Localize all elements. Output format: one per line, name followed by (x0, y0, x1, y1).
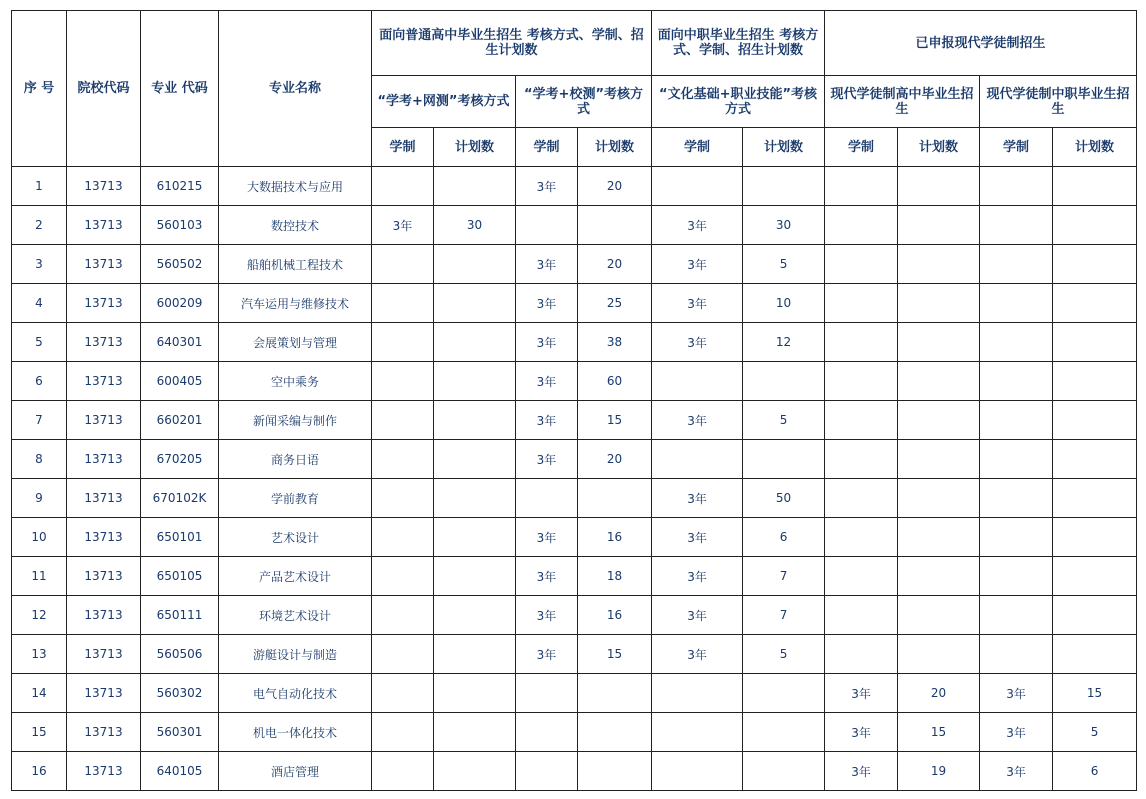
online-xuezhi-cell (372, 596, 434, 635)
school-jihua-cell: 25 (578, 284, 652, 323)
apprentice-voc-xuezhi-cell (980, 479, 1053, 518)
online-jihua-cell (434, 752, 516, 791)
online-jihua-cell (434, 167, 516, 206)
online-xuezhi-cell (372, 674, 434, 713)
major-name-cell: 空中乘务 (219, 362, 372, 401)
apprentice-voc-xuezhi-cell (980, 440, 1053, 479)
online-jihua-cell (434, 323, 516, 362)
apprentice-high-xuezhi-cell (825, 440, 898, 479)
school-xuezhi-cell: 3年 (516, 518, 578, 557)
apprentice-high-jihua-cell (898, 362, 980, 401)
apprentice-voc-xuezhi-cell (980, 362, 1053, 401)
seq-cell: 5 (12, 323, 67, 362)
skill-jihua-cell: 30 (743, 206, 825, 245)
table-row (12, 362, 1137, 401)
apprentice-voc-jihua-cell: 15 (1053, 674, 1137, 713)
header-xuezhi: 学制 (980, 128, 1053, 167)
school-code-cell: 13713 (67, 323, 141, 362)
header-seq: 序 号 (12, 11, 67, 167)
seq-cell: 14 (12, 674, 67, 713)
seq-cell: 11 (12, 557, 67, 596)
apprentice-high-jihua-cell (898, 284, 980, 323)
school-xuezhi-cell: 3年 (516, 440, 578, 479)
school-xuezhi-cell: 3年 (516, 245, 578, 284)
apprentice-voc-xuezhi-cell: 3年 (980, 674, 1053, 713)
major-name-cell: 大数据技术与应用 (219, 167, 372, 206)
skill-jihua-cell: 50 (743, 479, 825, 518)
skill-xuezhi-cell: 3年 (652, 557, 743, 596)
seq-cell: 13 (12, 635, 67, 674)
major-code-cell: 600209 (141, 284, 219, 323)
seq-cell: 16 (12, 752, 67, 791)
online-jihua-cell (434, 284, 516, 323)
apprentice-high-xuezhi-cell (825, 596, 898, 635)
seq-cell: 12 (12, 596, 67, 635)
major-code-cell: 560506 (141, 635, 219, 674)
apprentice-high-jihua-cell: 20 (898, 674, 980, 713)
major-code-cell: 560301 (141, 713, 219, 752)
school-xuezhi-cell: 3年 (516, 284, 578, 323)
skill-jihua-cell: 5 (743, 401, 825, 440)
school-jihua-cell: 60 (578, 362, 652, 401)
apprentice-high-jihua-cell (898, 167, 980, 206)
major-name-cell: 电气自动化技术 (219, 674, 372, 713)
major-code-cell: 560302 (141, 674, 219, 713)
major-code-cell: 650111 (141, 596, 219, 635)
apprentice-voc-jihua-cell: 6 (1053, 752, 1137, 791)
apprentice-high-jihua-cell (898, 635, 980, 674)
online-xuezhi-cell: 3年 (372, 206, 434, 245)
table-row (12, 674, 1137, 713)
header-jihua: 计划数 (898, 128, 980, 167)
table-row (12, 206, 1137, 245)
seq-cell: 8 (12, 440, 67, 479)
apprentice-high-jihua-cell (898, 479, 980, 518)
online-jihua-cell (434, 401, 516, 440)
major-name-cell: 游艇设计与制造 (219, 635, 372, 674)
apprentice-voc-jihua-cell (1053, 518, 1137, 557)
apprentice-voc-jihua-cell (1053, 284, 1137, 323)
school-xuezhi-cell: 3年 (516, 167, 578, 206)
school-code-cell: 13713 (67, 674, 141, 713)
skill-jihua-cell: 10 (743, 284, 825, 323)
seq-cell: 6 (12, 362, 67, 401)
school-code-cell: 13713 (67, 752, 141, 791)
school-jihua-cell: 16 (578, 596, 652, 635)
school-jihua-cell (578, 752, 652, 791)
online-jihua-cell (434, 635, 516, 674)
school-code-cell: 13713 (67, 401, 141, 440)
skill-xuezhi-cell: 3年 (652, 479, 743, 518)
school-code-cell: 13713 (67, 167, 141, 206)
apprentice-high-xuezhi-cell (825, 635, 898, 674)
header-group-apprenticeship: 已申报现代学徒制招生 (825, 11, 1137, 76)
header-jihua: 计划数 (578, 128, 652, 167)
major-name-cell: 新闻采编与制作 (219, 401, 372, 440)
school-jihua-cell (578, 674, 652, 713)
apprentice-voc-xuezhi-cell (980, 284, 1053, 323)
school-code-cell: 13713 (67, 713, 141, 752)
apprentice-voc-xuezhi-cell (980, 557, 1053, 596)
skill-jihua-cell: 5 (743, 635, 825, 674)
online-xuezhi-cell (372, 752, 434, 791)
major-name-cell: 环境艺术设计 (219, 596, 372, 635)
apprentice-high-xuezhi-cell: 3年 (825, 713, 898, 752)
seq-cell: 9 (12, 479, 67, 518)
online-jihua-cell (434, 362, 516, 401)
school-xuezhi-cell: 3年 (516, 362, 578, 401)
major-name-cell: 机电一体化技术 (219, 713, 372, 752)
online-jihua-cell (434, 674, 516, 713)
skill-xuezhi-cell (652, 752, 743, 791)
school-jihua-cell: 15 (578, 401, 652, 440)
online-xuezhi-cell (372, 167, 434, 206)
skill-xuezhi-cell: 3年 (652, 518, 743, 557)
apprentice-high-jihua-cell (898, 206, 980, 245)
apprentice-voc-xuezhi-cell: 3年 (980, 752, 1053, 791)
header-xuezhi: 学制 (372, 128, 434, 167)
major-code-cell: 660201 (141, 401, 219, 440)
school-code-cell: 13713 (67, 635, 141, 674)
school-code-cell: 13713 (67, 479, 141, 518)
seq-cell: 3 (12, 245, 67, 284)
skill-xuezhi-cell (652, 440, 743, 479)
header-school-code: 院校代码 (67, 11, 141, 167)
apprentice-high-xuezhi-cell (825, 167, 898, 206)
skill-xuezhi-cell: 3年 (652, 596, 743, 635)
skill-xuezhi-cell: 3年 (652, 401, 743, 440)
apprentice-high-xuezhi-cell (825, 245, 898, 284)
school-jihua-cell: 38 (578, 323, 652, 362)
header-group-high-school: 面向普通高中毕业生招生 考核方式、学制、招生计划数 (372, 11, 652, 76)
major-name-cell: 酒店管理 (219, 752, 372, 791)
major-code-cell: 670102K (141, 479, 219, 518)
school-code-cell: 13713 (67, 596, 141, 635)
apprentice-voc-xuezhi-cell (980, 206, 1053, 245)
major-name-cell: 商务日语 (219, 440, 372, 479)
online-jihua-cell (434, 440, 516, 479)
apprentice-high-xuezhi-cell (825, 323, 898, 362)
apprentice-high-xuezhi-cell (825, 518, 898, 557)
header-major-name: 专业名称 (219, 11, 372, 167)
table-row (12, 284, 1137, 323)
major-code-cell: 650105 (141, 557, 219, 596)
apprentice-voc-jihua-cell (1053, 245, 1137, 284)
header-sub-exam-online: “学考+网测”考核方式 (372, 76, 516, 128)
major-name-cell: 会展策划与管理 (219, 323, 372, 362)
major-code-cell: 640301 (141, 323, 219, 362)
major-code-cell: 640105 (141, 752, 219, 791)
major-code-cell: 610215 (141, 167, 219, 206)
apprentice-high-xuezhi-cell (825, 284, 898, 323)
online-jihua-cell (434, 557, 516, 596)
apprentice-voc-jihua-cell (1053, 596, 1137, 635)
online-jihua-cell (434, 479, 516, 518)
major-name-cell: 艺术设计 (219, 518, 372, 557)
table-body (12, 167, 1137, 791)
school-jihua-cell: 16 (578, 518, 652, 557)
skill-jihua-cell (743, 713, 825, 752)
apprentice-high-xuezhi-cell: 3年 (825, 674, 898, 713)
online-xuezhi-cell (372, 401, 434, 440)
school-jihua-cell (578, 206, 652, 245)
online-xuezhi-cell (372, 323, 434, 362)
school-jihua-cell: 15 (578, 635, 652, 674)
school-xuezhi-cell (516, 713, 578, 752)
apprentice-high-jihua-cell (898, 245, 980, 284)
seq-cell: 4 (12, 284, 67, 323)
apprentice-high-xuezhi-cell (825, 557, 898, 596)
seq-cell: 1 (12, 167, 67, 206)
seq-cell: 15 (12, 713, 67, 752)
apprentice-voc-jihua-cell (1053, 401, 1137, 440)
apprentice-high-jihua-cell (898, 557, 980, 596)
apprentice-voc-jihua-cell (1053, 323, 1137, 362)
table-row (12, 440, 1137, 479)
apprentice-high-jihua-cell (898, 323, 980, 362)
apprentice-high-xuezhi-cell: 3年 (825, 752, 898, 791)
apprentice-high-xuezhi-cell (825, 206, 898, 245)
online-xuezhi-cell (372, 479, 434, 518)
online-xuezhi-cell (372, 518, 434, 557)
header-sub-culture-skill: “文化基础+职业技能”考核方式 (652, 76, 825, 128)
apprentice-voc-jihua-cell (1053, 557, 1137, 596)
school-xuezhi-cell (516, 479, 578, 518)
online-xuezhi-cell (372, 245, 434, 284)
header-sub-apprentice-high: 现代学徒制高中毕业生招生 (825, 76, 980, 128)
header-sub-exam-school: “学考+校测”考核方式 (516, 76, 652, 128)
apprentice-voc-jihua-cell (1053, 362, 1137, 401)
school-xuezhi-cell: 3年 (516, 596, 578, 635)
school-jihua-cell (578, 479, 652, 518)
school-code-cell: 13713 (67, 206, 141, 245)
skill-jihua-cell (743, 440, 825, 479)
online-jihua-cell (434, 713, 516, 752)
skill-jihua-cell: 6 (743, 518, 825, 557)
skill-jihua-cell: 7 (743, 557, 825, 596)
apprentice-high-xuezhi-cell (825, 479, 898, 518)
school-jihua-cell (578, 713, 652, 752)
table-row (12, 557, 1137, 596)
skill-xuezhi-cell (652, 362, 743, 401)
major-code-cell: 600405 (141, 362, 219, 401)
header-xuezhi: 学制 (516, 128, 578, 167)
table-row (12, 596, 1137, 635)
apprentice-voc-xuezhi-cell (980, 596, 1053, 635)
school-jihua-cell: 20 (578, 245, 652, 284)
apprentice-voc-xuezhi-cell (980, 635, 1053, 674)
skill-jihua-cell: 5 (743, 245, 825, 284)
skill-xuezhi-cell (652, 674, 743, 713)
header-jihua: 计划数 (434, 128, 516, 167)
table-row (12, 635, 1137, 674)
header-major-code: 专业 代码 (141, 11, 219, 167)
apprentice-high-jihua-cell (898, 401, 980, 440)
apprentice-high-xuezhi-cell (825, 401, 898, 440)
school-code-cell: 13713 (67, 440, 141, 479)
online-jihua-cell (434, 518, 516, 557)
skill-jihua-cell (743, 674, 825, 713)
apprentice-voc-jihua-cell (1053, 206, 1137, 245)
online-xuezhi-cell (372, 440, 434, 479)
table-row (12, 713, 1137, 752)
school-code-cell: 13713 (67, 518, 141, 557)
header-xuezhi: 学制 (652, 128, 743, 167)
school-code-cell: 13713 (67, 557, 141, 596)
online-xuezhi-cell (372, 635, 434, 674)
major-name-cell: 汽车运用与维修技术 (219, 284, 372, 323)
seq-cell: 10 (12, 518, 67, 557)
school-xuezhi-cell (516, 206, 578, 245)
major-name-cell: 船舶机械工程技术 (219, 245, 372, 284)
skill-xuezhi-cell (652, 167, 743, 206)
school-jihua-cell: 20 (578, 440, 652, 479)
apprentice-voc-jihua-cell (1053, 440, 1137, 479)
table-row (12, 752, 1137, 791)
header-jihua: 计划数 (1053, 128, 1137, 167)
major-code-cell: 560103 (141, 206, 219, 245)
major-name-cell: 数控技术 (219, 206, 372, 245)
apprentice-voc-xuezhi-cell (980, 245, 1053, 284)
skill-jihua-cell (743, 752, 825, 791)
apprentice-voc-xuezhi-cell (980, 518, 1053, 557)
seq-cell: 7 (12, 401, 67, 440)
major-name-cell: 产品艺术设计 (219, 557, 372, 596)
online-xuezhi-cell (372, 557, 434, 596)
table-row (12, 479, 1137, 518)
apprentice-voc-xuezhi-cell (980, 401, 1053, 440)
header-xuezhi: 学制 (825, 128, 898, 167)
skill-jihua-cell: 12 (743, 323, 825, 362)
apprentice-voc-jihua-cell: 5 (1053, 713, 1137, 752)
enrollment-plan-table (11, 10, 1137, 791)
apprentice-voc-jihua-cell (1053, 167, 1137, 206)
major-code-cell: 650101 (141, 518, 219, 557)
apprentice-voc-jihua-cell (1053, 479, 1137, 518)
table-row (12, 167, 1137, 206)
apprentice-voc-xuezhi-cell (980, 323, 1053, 362)
skill-xuezhi-cell (652, 713, 743, 752)
online-xuezhi-cell (372, 362, 434, 401)
apprentice-voc-jihua-cell (1053, 635, 1137, 674)
skill-xuezhi-cell: 3年 (652, 245, 743, 284)
apprentice-high-jihua-cell (898, 518, 980, 557)
online-jihua-cell (434, 245, 516, 284)
header-sub-apprentice-vocational: 现代学徒制中职毕业生招生 (980, 76, 1137, 128)
school-xuezhi-cell: 3年 (516, 323, 578, 362)
table-row (12, 245, 1137, 284)
table-row (12, 401, 1137, 440)
major-code-cell: 670205 (141, 440, 219, 479)
apprentice-high-jihua-cell (898, 440, 980, 479)
school-jihua-cell: 20 (578, 167, 652, 206)
major-code-cell: 560502 (141, 245, 219, 284)
online-jihua-cell (434, 596, 516, 635)
skill-jihua-cell (743, 167, 825, 206)
header-group-vocational: 面向中职毕业生招生 考核方式、学制、招生计划数 (652, 11, 825, 76)
apprentice-voc-xuezhi-cell: 3年 (980, 713, 1053, 752)
school-xuezhi-cell (516, 674, 578, 713)
skill-jihua-cell: 7 (743, 596, 825, 635)
school-jihua-cell: 18 (578, 557, 652, 596)
apprentice-voc-xuezhi-cell (980, 167, 1053, 206)
online-xuezhi-cell (372, 713, 434, 752)
apprentice-high-jihua-cell: 19 (898, 752, 980, 791)
skill-jihua-cell (743, 362, 825, 401)
table-row (12, 323, 1137, 362)
skill-xuezhi-cell: 3年 (652, 206, 743, 245)
school-xuezhi-cell: 3年 (516, 635, 578, 674)
online-xuezhi-cell (372, 284, 434, 323)
seq-cell: 2 (12, 206, 67, 245)
online-jihua-cell: 30 (434, 206, 516, 245)
major-name-cell: 学前教育 (219, 479, 372, 518)
school-xuezhi-cell: 3年 (516, 401, 578, 440)
school-code-cell: 13713 (67, 245, 141, 284)
apprentice-high-jihua-cell: 15 (898, 713, 980, 752)
school-code-cell: 13713 (67, 284, 141, 323)
apprentice-high-jihua-cell (898, 596, 980, 635)
skill-xuezhi-cell: 3年 (652, 323, 743, 362)
school-xuezhi-cell: 3年 (516, 557, 578, 596)
school-xuezhi-cell (516, 752, 578, 791)
skill-xuezhi-cell: 3年 (652, 284, 743, 323)
apprentice-high-xuezhi-cell (825, 362, 898, 401)
skill-xuezhi-cell: 3年 (652, 635, 743, 674)
school-code-cell: 13713 (67, 362, 141, 401)
header-jihua: 计划数 (743, 128, 825, 167)
table-row (12, 518, 1137, 557)
